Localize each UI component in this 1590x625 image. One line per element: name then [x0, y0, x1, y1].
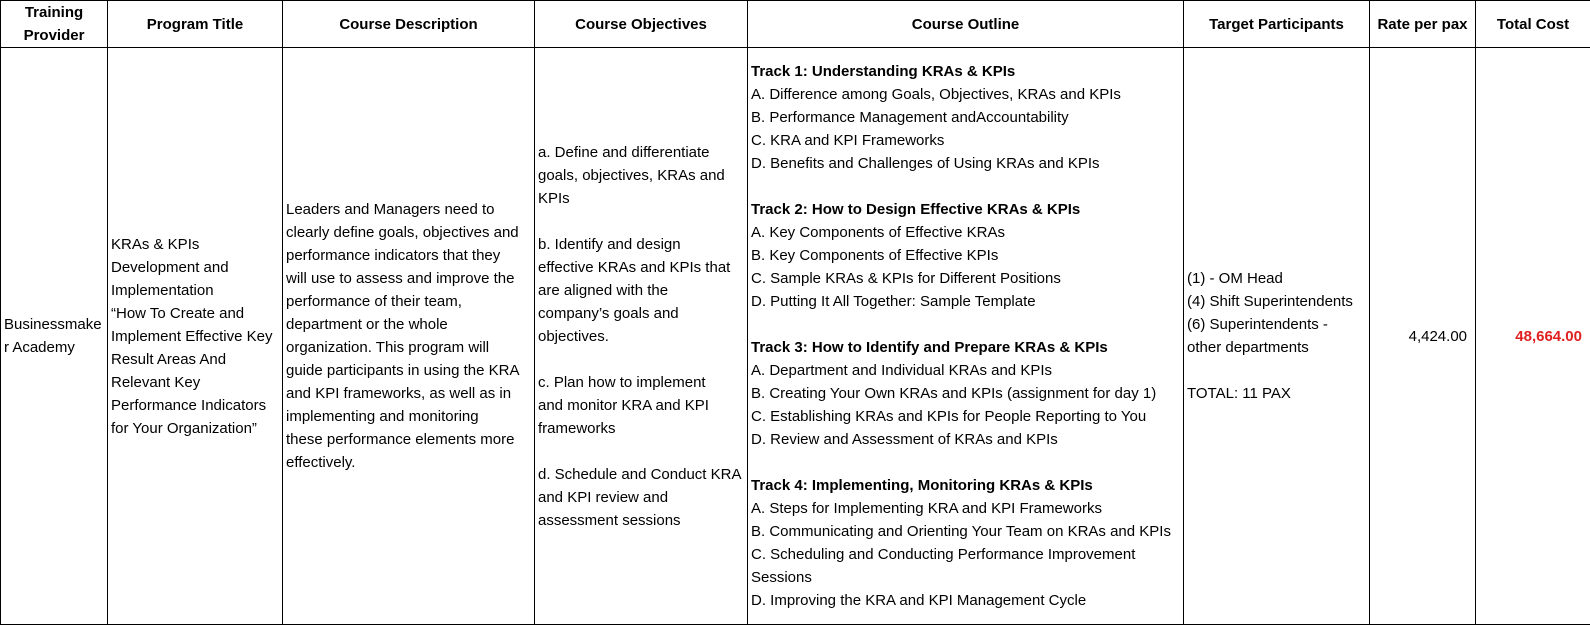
header-course-outline[interactable]: Course Outline: [748, 1, 1184, 48]
text-line: (4) Shift Superintendents: [1187, 293, 1353, 310]
header-program-title[interactable]: Program Title: [108, 1, 283, 48]
objective-d: [538, 463, 744, 532]
text-line: implementing and monitoring: [286, 408, 479, 425]
track-title: Track 2: How to Design Effective KRAs & KPIs: [751, 201, 1081, 218]
outline-track-4: [751, 474, 1180, 612]
cell-target-participants[interactable]: [1184, 48, 1370, 625]
text-line: c. Plan how to implement: [538, 373, 706, 391]
text-line: “How To Create and: [111, 304, 245, 322]
outline-track-3: [751, 336, 1180, 451]
track-item: C. KRA and KPI Frameworks: [751, 132, 945, 149]
spacer: [751, 451, 1180, 474]
text-line: Performance Indicators: [111, 396, 267, 414]
text-line: objectives.: [538, 327, 609, 345]
text-line: assessment sessions: [538, 511, 681, 529]
objective-b: [538, 233, 744, 348]
spacer: [538, 210, 744, 233]
track-item: B. Communicating and Orienting Your Team on KRAs and KPIs: [751, 523, 1171, 540]
track-item: C. Establishing KRAs and KPIs for People Reporting to You: [751, 408, 1147, 425]
header-course-description[interactable]: Course Description: [283, 1, 535, 48]
track-item: C. Sample KRAs & KPIs for Different Positions: [751, 270, 1061, 287]
track-item: D. Putting It All Together: Sample Template: [751, 293, 1036, 310]
spacer: [538, 440, 744, 463]
text-line: Implementation: [111, 281, 214, 299]
participants-total: TOTAL: 11 PAX: [1187, 385, 1291, 402]
track-item: Sessions: [751, 569, 812, 586]
table-row: [1, 48, 1590, 625]
text-line: company’s goals and: [538, 304, 679, 322]
track-item: A. Key Components of Effective KRAs: [751, 224, 1006, 241]
cell-program-title[interactable]: [108, 48, 283, 625]
text-line: clearly define goals, objectives and: [286, 224, 519, 241]
spacer: [751, 313, 1180, 336]
cell-rate-per-pax[interactable]: 4,424.00: [1370, 48, 1476, 625]
track-item: B. Creating Your Own KRAs and KPIs (assignment for day 1): [751, 385, 1157, 402]
text-line: (1) - OM Head: [1187, 270, 1283, 287]
text-line: frameworks: [538, 419, 616, 437]
track-item: C. Scheduling and Conducting Performance Improvement: [751, 546, 1136, 563]
track-item: A. Department and Individual KRAs and KPIs: [751, 362, 1052, 379]
header-rate-per-pax[interactable]: Rate per pax: [1370, 1, 1476, 48]
text-line: other departments: [1187, 339, 1309, 356]
text-line: guide participants in using the KRA: [286, 362, 520, 379]
text-line: a. Define and differentiate: [538, 143, 710, 161]
text-line: for Your Organization”: [111, 419, 257, 437]
text-line: organization. This program will: [286, 339, 490, 356]
text-line: department or the whole: [286, 316, 448, 333]
text-line: b. Identify and design: [538, 235, 681, 253]
track-item: B. Performance Management andAccountability: [751, 109, 1069, 126]
text-line: Businessmake: [4, 316, 102, 333]
track-title: Track 1: Understanding KRAs & KPIs: [751, 63, 1016, 80]
spacer: [751, 175, 1180, 198]
text-line: d. Schedule and Conduct KRA: [538, 465, 742, 483]
cell-total-cost[interactable]: 48,664.00: [1476, 48, 1590, 625]
track-item: D. Review and Assessment of KRAs and KPIs: [751, 431, 1058, 448]
text-line: r Academy: [4, 339, 75, 356]
text-line: performance of their team,: [286, 293, 462, 310]
text-line: performance indicators that they: [286, 247, 501, 264]
track-item: D. Improving the KRA and KPI Management Cycle: [751, 592, 1087, 609]
header-row: [1, 1, 1590, 48]
text-line: Relevant Key: [111, 373, 201, 391]
text-line: Implement Effective Key: [111, 327, 273, 345]
text-line: KRAs & KPIs: [111, 235, 200, 253]
text-line: and monitor KRA and KPI: [538, 396, 709, 414]
outline-track-2: [751, 198, 1180, 313]
text-line: these performance elements more: [286, 431, 515, 448]
track-item: B. Key Components of Effective KPIs: [751, 247, 999, 264]
text-line: Result Areas And: [111, 350, 227, 368]
objective-a: [538, 141, 744, 210]
outline-track-1: [751, 60, 1180, 175]
track-title: Track 4: Implementing, Monitoring KRAs & KPIs: [751, 477, 1093, 494]
track-item: D. Benefits and Challenges of Using KRAs and KPIs: [751, 155, 1100, 172]
cell-training-provider[interactable]: [1, 48, 108, 625]
objective-c: [538, 371, 744, 440]
text-line: and KPI frameworks, as well as in: [286, 385, 512, 402]
header-target-participants[interactable]: Target Participants: [1184, 1, 1370, 48]
text-line: are aligned with the: [538, 281, 669, 299]
text-line: (6) Superintendents -: [1187, 316, 1328, 333]
track-item: A. Difference among Goals, Objectives, KRAs and KPIs: [751, 86, 1121, 103]
text-line: will use to assess and improve the: [286, 270, 515, 287]
text-line: KPIs: [538, 189, 570, 207]
spacer: [538, 348, 744, 371]
track-item: A. Steps for Implementing KRA and KPI Frameworks: [751, 500, 1102, 517]
text-line: Development and: [111, 258, 229, 276]
text-line: effectively.: [286, 454, 356, 471]
spacer: [1187, 359, 1366, 382]
cell-course-objectives[interactable]: [535, 48, 748, 625]
text-line: effective KRAs and KPIs that: [538, 258, 731, 276]
track-title: Track 3: How to Identify and Prepare KRAs & KPIs: [751, 339, 1108, 356]
header-course-objectives[interactable]: Course Objectives: [535, 1, 748, 48]
text-line: goals, objectives, KRAs and: [538, 166, 725, 184]
text-line: and KPI review and: [538, 488, 669, 506]
text-line: Leaders and Managers need to: [286, 201, 495, 218]
cell-course-description[interactable]: [283, 48, 535, 625]
header-training-provider[interactable]: Training Provider: [1, 1, 108, 48]
header-total-cost[interactable]: Total Cost: [1476, 1, 1590, 48]
cell-course-outline[interactable]: [748, 48, 1184, 625]
